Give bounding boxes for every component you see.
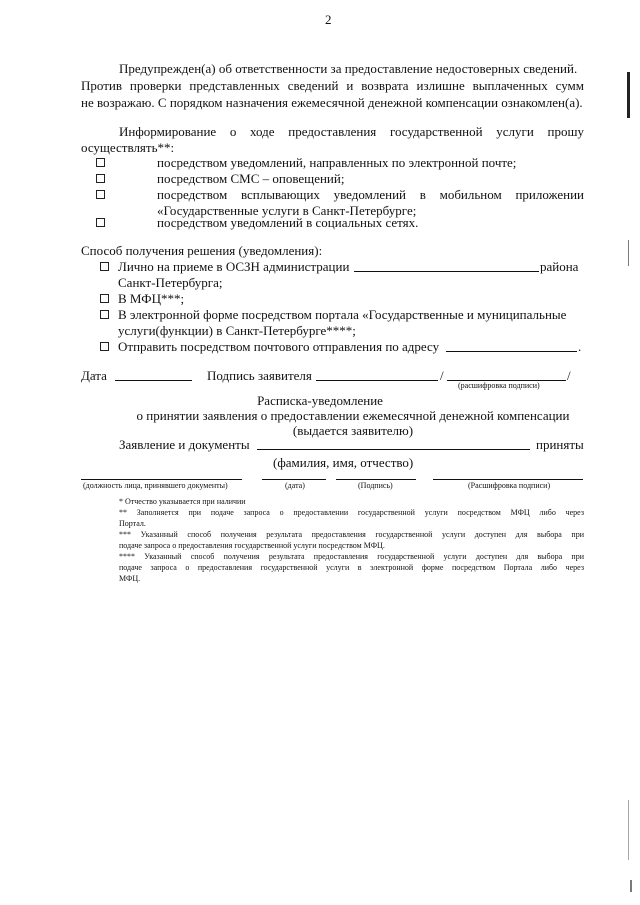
checkbox-post[interactable] bbox=[100, 342, 109, 351]
caption-decode: (Расшифровка подписи) bbox=[468, 481, 551, 490]
receipt-date-line[interactable] bbox=[262, 479, 326, 480]
district-line[interactable] bbox=[354, 271, 539, 272]
method-opt3-cont: услуги(функции) в Санкт-Петербурге****; bbox=[118, 323, 356, 338]
slash-1: / bbox=[440, 368, 444, 383]
receipt-signature-line[interactable] bbox=[336, 479, 416, 480]
scan-mark bbox=[628, 800, 629, 860]
checkbox-sms[interactable] bbox=[96, 174, 105, 183]
receipt-title: Расписка-уведомление bbox=[257, 393, 383, 408]
position-line[interactable] bbox=[81, 479, 242, 480]
receipt-issued: (выдается заявителю) bbox=[292, 423, 414, 438]
signature-label: Подпись заявителя bbox=[207, 368, 312, 383]
inform-option-app-cont: «Государственные услуги в Санкт-Петербурге; bbox=[157, 203, 417, 218]
checkbox-mfc[interactable] bbox=[100, 294, 109, 303]
checkbox-social[interactable] bbox=[96, 218, 105, 227]
method-opt1-city: Санкт-Петербурга; bbox=[118, 275, 223, 290]
page-number: 2 bbox=[325, 12, 332, 27]
footnote-2-cont: Портал. bbox=[119, 519, 146, 528]
caption-position: (должность лица, принявшего документы) bbox=[83, 481, 228, 490]
scan-mark bbox=[627, 72, 630, 118]
address-line[interactable] bbox=[446, 351, 577, 352]
scan-mark bbox=[628, 240, 629, 266]
footnote-2: ** Заполняется при подаче запроса о предоставлении государственной услуги посредством МФЦ либо через bbox=[119, 508, 584, 517]
method-opt2: В МФЦ***; bbox=[118, 291, 185, 306]
footnote-3: *** Указанный способ получения результата предоставления государственной услуги доступен для выбора при bbox=[119, 530, 584, 539]
warning-line-3: не возражаю. С порядком назначения ежемесячной денежной компенсации ознакомлен(а). bbox=[81, 95, 583, 110]
footnote-3-cont: подаче запроса о предоставления государственной услуги посредством МФЦ. bbox=[119, 541, 385, 550]
footnote-1: * Отчество указывается при наличии bbox=[119, 497, 246, 506]
date-line[interactable] bbox=[115, 380, 192, 381]
caption-date: (дата) bbox=[285, 481, 305, 490]
decode-caption: (расшифровка подписи) bbox=[458, 381, 540, 390]
method-opt4-end: . bbox=[578, 339, 582, 354]
date-label: Дата bbox=[81, 368, 107, 383]
method-opt1-district: района bbox=[540, 259, 579, 274]
slash-2: / bbox=[567, 368, 571, 383]
checkbox-portal[interactable] bbox=[100, 310, 109, 319]
signature-line[interactable] bbox=[316, 380, 438, 381]
inform-option-social: посредством уведомлений в социальных сетях. bbox=[157, 215, 419, 230]
docs-accepted: приняты bbox=[536, 437, 584, 452]
receipt-subtitle: о принятии заявления о предоставлении ежемесячной денежной компенсации bbox=[136, 408, 570, 423]
method-title: Способ получения решения (уведомления): bbox=[81, 243, 323, 258]
checkbox-email[interactable] bbox=[96, 158, 105, 167]
checkbox-personal[interactable] bbox=[100, 262, 109, 271]
docs-name-line[interactable] bbox=[257, 449, 530, 450]
method-opt4: Отправить посредством почтового отправления по адресу bbox=[118, 339, 440, 354]
inform-line-1: Информирование о ходе предоставления государственной услуги прошу bbox=[119, 124, 584, 139]
scan-mark bbox=[630, 880, 632, 892]
method-opt3: В электронной форме посредством портала «Государственные и муниципальные bbox=[118, 307, 567, 322]
warning-line-2: Против проверки представленных сведений и возврата излишне выплаченных сумм bbox=[81, 78, 584, 93]
inform-option-sms: посредством СМС – оповещений; bbox=[157, 171, 345, 186]
docs-label: Заявление и документы bbox=[119, 437, 250, 452]
footnote-4-cont: подаче запроса о предоставления государственной услуги в электронной форме посредством Портала либо через bbox=[119, 563, 584, 572]
fio-caption: (фамилия, имя, отчество) bbox=[273, 455, 414, 470]
warning-line-1: Предупрежден(а) об ответственности за предоставление недостоверных сведений. bbox=[119, 61, 578, 76]
inform-line-2: осуществлять**: bbox=[81, 140, 175, 155]
method-opt1: Лично на приеме в ОСЗН администрации bbox=[118, 259, 350, 274]
footnote-4-end: МФЦ. bbox=[119, 574, 141, 583]
inform-option-email: посредством уведомлений, направленных по электронной почте; bbox=[157, 155, 517, 170]
receipt-decode-line[interactable] bbox=[433, 479, 583, 480]
inform-option-app: посредством всплывающих уведомлений в мобильном приложении bbox=[157, 187, 584, 202]
checkbox-app[interactable] bbox=[96, 190, 105, 199]
footnote-4: **** Указанный способ получения результата предоставления государственной услуги доступен для выбора при bbox=[119, 552, 584, 561]
caption-signature: (Подпись) bbox=[358, 481, 393, 490]
